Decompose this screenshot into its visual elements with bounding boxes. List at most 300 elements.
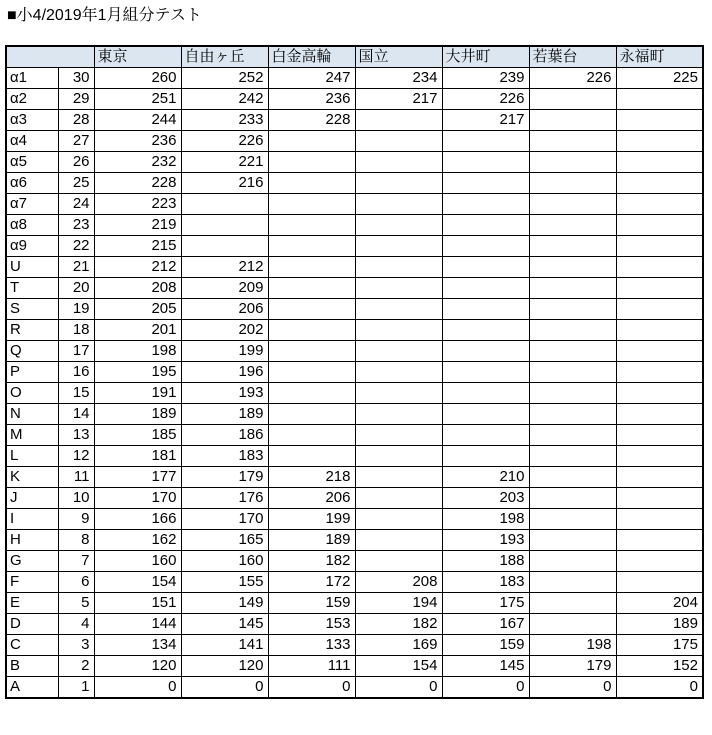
row-label: R [6,320,58,341]
row-number: 8 [58,530,94,551]
score-cell: 172 [268,572,355,593]
score-cell: 217 [442,110,529,131]
score-cell [355,467,442,488]
score-cell: 0 [529,677,616,699]
score-cell: 201 [94,320,181,341]
score-cell [442,215,529,236]
score-cell: 247 [268,68,355,89]
column-header: 東京 [94,46,181,68]
score-cell [355,173,442,194]
row-label: α2 [6,89,58,110]
row-label: D [6,614,58,635]
row-number: 18 [58,320,94,341]
score-cell: 219 [94,215,181,236]
score-cell: 185 [94,425,181,446]
row-label: α7 [6,194,58,215]
table-row [6,677,703,699]
score-cell: 0 [94,677,181,699]
row-number: 4 [58,614,94,635]
row-number: 9 [58,509,94,530]
score-cell [529,131,616,152]
row-label: M [6,425,58,446]
score-cell: 252 [181,68,268,89]
score-cell: 181 [94,446,181,467]
column-header: 白金高輪 [268,46,355,68]
score-cell [181,236,268,257]
score-cell: 206 [268,488,355,509]
score-cell: 208 [94,278,181,299]
score-cell [268,194,355,215]
score-cell [268,404,355,425]
table-row [6,362,703,383]
score-cell: 244 [94,110,181,131]
score-cell [442,257,529,278]
score-cell: 206 [181,299,268,320]
score-cell [529,152,616,173]
score-cell: 154 [355,656,442,677]
score-cell [616,215,703,236]
row-number: 13 [58,425,94,446]
score-cell [355,110,442,131]
table-row [6,89,703,110]
row-label: α5 [6,152,58,173]
score-cell: 193 [181,383,268,404]
score-cell [442,131,529,152]
row-number: 16 [58,362,94,383]
score-cell: 260 [94,68,181,89]
score-cell: 152 [616,656,703,677]
row-label: α6 [6,173,58,194]
score-cell [616,278,703,299]
score-cell: 0 [442,677,529,699]
row-number: 1 [58,677,94,699]
score-cell: 204 [616,593,703,614]
score-cell [355,215,442,236]
score-cell: 228 [268,110,355,131]
row-label: F [6,572,58,593]
score-cell [529,404,616,425]
row-label: α4 [6,131,58,152]
score-cell: 0 [181,677,268,699]
score-cell: 145 [181,614,268,635]
row-number: 28 [58,110,94,131]
score-cell: 169 [355,635,442,656]
score-cell [355,341,442,362]
score-cell: 198 [442,509,529,530]
score-cell: 205 [94,299,181,320]
header-corner-cell [6,46,94,68]
row-label: H [6,530,58,551]
table-row [6,299,703,320]
score-cell: 208 [355,572,442,593]
score-cell: 134 [94,635,181,656]
score-cell: 176 [181,488,268,509]
row-label: U [6,257,58,278]
score-cell: 226 [181,131,268,152]
score-cell: 203 [442,488,529,509]
score-cell [616,404,703,425]
row-label: T [6,278,58,299]
score-cell: 217 [355,89,442,110]
score-cell: 226 [529,68,616,89]
score-cell: 189 [181,404,268,425]
score-cell: 209 [181,278,268,299]
score-cell: 149 [181,593,268,614]
column-header: 大井町 [442,46,529,68]
table-row [6,509,703,530]
score-cell: 221 [181,152,268,173]
score-cell [355,551,442,572]
score-cell [529,362,616,383]
score-cell [355,362,442,383]
score-cell: 179 [529,656,616,677]
score-cell [442,173,529,194]
score-cell: 236 [94,131,181,152]
row-number: 10 [58,488,94,509]
table-row [6,425,703,446]
table-row [6,614,703,635]
score-cell [529,614,616,635]
score-cell: 239 [442,68,529,89]
score-cell: 199 [181,341,268,362]
score-cell [268,236,355,257]
row-label: B [6,656,58,677]
score-cell: 202 [181,320,268,341]
score-cell [268,299,355,320]
score-cell [442,446,529,467]
row-label: C [6,635,58,656]
table-row [6,194,703,215]
row-label: L [6,446,58,467]
header-row [6,46,703,68]
table-row [6,341,703,362]
score-cell: 0 [268,677,355,699]
row-number: 7 [58,551,94,572]
row-number: 15 [58,383,94,404]
score-cell: 242 [181,89,268,110]
score-cell [442,362,529,383]
row-number: 30 [58,68,94,89]
score-cell: 234 [355,68,442,89]
score-cell [355,446,442,467]
score-cell [355,530,442,551]
score-cell [616,488,703,509]
score-cell [616,173,703,194]
score-cell [616,551,703,572]
score-cell [616,299,703,320]
score-cell [529,299,616,320]
score-cell [529,509,616,530]
row-label: S [6,299,58,320]
row-label: E [6,593,58,614]
table-row [6,278,703,299]
table-row [6,110,703,131]
score-cell [616,257,703,278]
score-cell [529,320,616,341]
row-label: A [6,677,58,699]
table-row [6,320,703,341]
score-cell [529,341,616,362]
score-cell [268,215,355,236]
score-cell: 191 [94,383,181,404]
score-cell [529,194,616,215]
row-number: 26 [58,152,94,173]
score-cell [616,320,703,341]
score-cell [616,467,703,488]
table-row [6,404,703,425]
row-label: J [6,488,58,509]
row-label: P [6,362,58,383]
score-cell [616,425,703,446]
score-cell: 133 [268,635,355,656]
score-cell [355,257,442,278]
score-cell [529,173,616,194]
table-row [6,467,703,488]
column-header: 若葉台 [529,46,616,68]
row-number: 2 [58,656,94,677]
score-cell: 223 [94,194,181,215]
score-cell: 228 [94,173,181,194]
score-cell: 226 [442,89,529,110]
score-cell [355,425,442,446]
score-cell: 159 [268,593,355,614]
score-cell: 165 [181,530,268,551]
score-cell [355,152,442,173]
score-cell [442,341,529,362]
score-cell [616,383,703,404]
table-row [6,446,703,467]
row-label: α8 [6,215,58,236]
score-cell [529,593,616,614]
score-cell [529,551,616,572]
score-cell: 215 [94,236,181,257]
score-cell [529,572,616,593]
score-cell [355,488,442,509]
table-row [6,572,703,593]
score-cell: 216 [181,173,268,194]
row-label: Q [6,341,58,362]
score-cell: 189 [268,530,355,551]
row-number: 27 [58,131,94,152]
score-cell [442,320,529,341]
row-number: 11 [58,467,94,488]
score-cell: 162 [94,530,181,551]
score-cell: 196 [181,362,268,383]
row-number: 3 [58,635,94,656]
score-cell: 198 [529,635,616,656]
score-cell: 175 [616,635,703,656]
score-cell: 0 [616,677,703,699]
row-number: 12 [58,446,94,467]
score-cell [616,194,703,215]
score-cell [268,383,355,404]
score-cell: 232 [94,152,181,173]
score-cell [616,152,703,173]
score-cell [616,89,703,110]
score-cell [181,194,268,215]
row-number: 23 [58,215,94,236]
score-cell [268,152,355,173]
score-cell [529,488,616,509]
score-cell [529,530,616,551]
score-cell: 188 [442,551,529,572]
score-cell: 151 [94,593,181,614]
table-row [6,131,703,152]
row-label: I [6,509,58,530]
score-cell [529,257,616,278]
score-cell [268,257,355,278]
score-cell [268,362,355,383]
score-cell: 177 [94,467,181,488]
score-cell [529,215,616,236]
score-cell [529,467,616,488]
table-row [6,551,703,572]
score-cell [616,572,703,593]
score-cell [616,446,703,467]
score-cell [268,173,355,194]
score-cell [442,383,529,404]
score-cell [355,236,442,257]
row-label: N [6,404,58,425]
table-row [6,236,703,257]
table-body [6,68,703,699]
score-cell: 183 [442,572,529,593]
score-cell: 210 [442,467,529,488]
table-row [6,488,703,509]
score-cell: 189 [616,614,703,635]
table-row [6,68,703,89]
score-cell: 183 [181,446,268,467]
score-cell [442,236,529,257]
score-cell [355,278,442,299]
score-cell: 170 [181,509,268,530]
score-cell [268,425,355,446]
row-number: 21 [58,257,94,278]
score-cell: 199 [268,509,355,530]
table-row [6,173,703,194]
score-cell [616,110,703,131]
score-cell [616,131,703,152]
table-row [6,383,703,404]
score-cell: 179 [181,467,268,488]
score-cell [529,110,616,131]
table-row [6,656,703,677]
score-cell: 175 [442,593,529,614]
score-cell: 111 [268,656,355,677]
score-cell: 251 [94,89,181,110]
score-cell [355,383,442,404]
table-row [6,593,703,614]
score-cell: 153 [268,614,355,635]
score-cell [355,194,442,215]
row-label: G [6,551,58,572]
score-cell: 193 [442,530,529,551]
score-cell: 182 [355,614,442,635]
score-cell [355,320,442,341]
score-cell: 198 [94,341,181,362]
row-label: α3 [6,110,58,131]
score-cell [529,425,616,446]
score-cell [442,404,529,425]
score-cell: 218 [268,467,355,488]
column-header: 永福町 [616,46,703,68]
page-title: ■小4/2019年1月組分テスト [7,7,202,24]
score-cell [355,509,442,530]
row-number: 22 [58,236,94,257]
score-cell: 160 [181,551,268,572]
score-cell [616,341,703,362]
score-cell: 120 [181,656,268,677]
score-cell [616,530,703,551]
score-cell [616,362,703,383]
column-header: 自由ヶ丘 [181,46,268,68]
table-row [6,635,703,656]
score-cell [268,131,355,152]
row-number: 5 [58,593,94,614]
table-row [6,152,703,173]
score-cell [442,299,529,320]
row-number: 6 [58,572,94,593]
score-cell: 195 [94,362,181,383]
score-cell: 160 [94,551,181,572]
score-cell [355,404,442,425]
score-cell [529,89,616,110]
score-cell: 167 [442,614,529,635]
table-row [6,215,703,236]
score-cell: 155 [181,572,268,593]
row-label: α1 [6,68,58,89]
score-cell: 189 [94,404,181,425]
score-cell [616,509,703,530]
row-number: 25 [58,173,94,194]
score-cell [442,152,529,173]
score-cell: 194 [355,593,442,614]
score-cell: 170 [94,488,181,509]
score-cell: 186 [181,425,268,446]
score-cell: 212 [94,257,181,278]
score-cell: 159 [442,635,529,656]
score-cell: 182 [268,551,355,572]
table-row [6,257,703,278]
score-cell [181,215,268,236]
score-cell [442,425,529,446]
score-cell [442,194,529,215]
score-cell: 144 [94,614,181,635]
score-cell: 166 [94,509,181,530]
score-cell: 145 [442,656,529,677]
score-cell [268,320,355,341]
score-cell: 233 [181,110,268,131]
score-cell [529,278,616,299]
score-cell [616,236,703,257]
row-number: 17 [58,341,94,362]
row-label: K [6,467,58,488]
row-number: 19 [58,299,94,320]
score-cell [355,131,442,152]
row-number: 24 [58,194,94,215]
row-number: 14 [58,404,94,425]
score-cell: 212 [181,257,268,278]
score-cell [529,446,616,467]
score-cell [355,299,442,320]
score-cell [529,383,616,404]
score-cell: 0 [355,677,442,699]
row-number: 20 [58,278,94,299]
score-cell: 154 [94,572,181,593]
score-cell [442,278,529,299]
score-cell [268,278,355,299]
row-label: O [6,383,58,404]
